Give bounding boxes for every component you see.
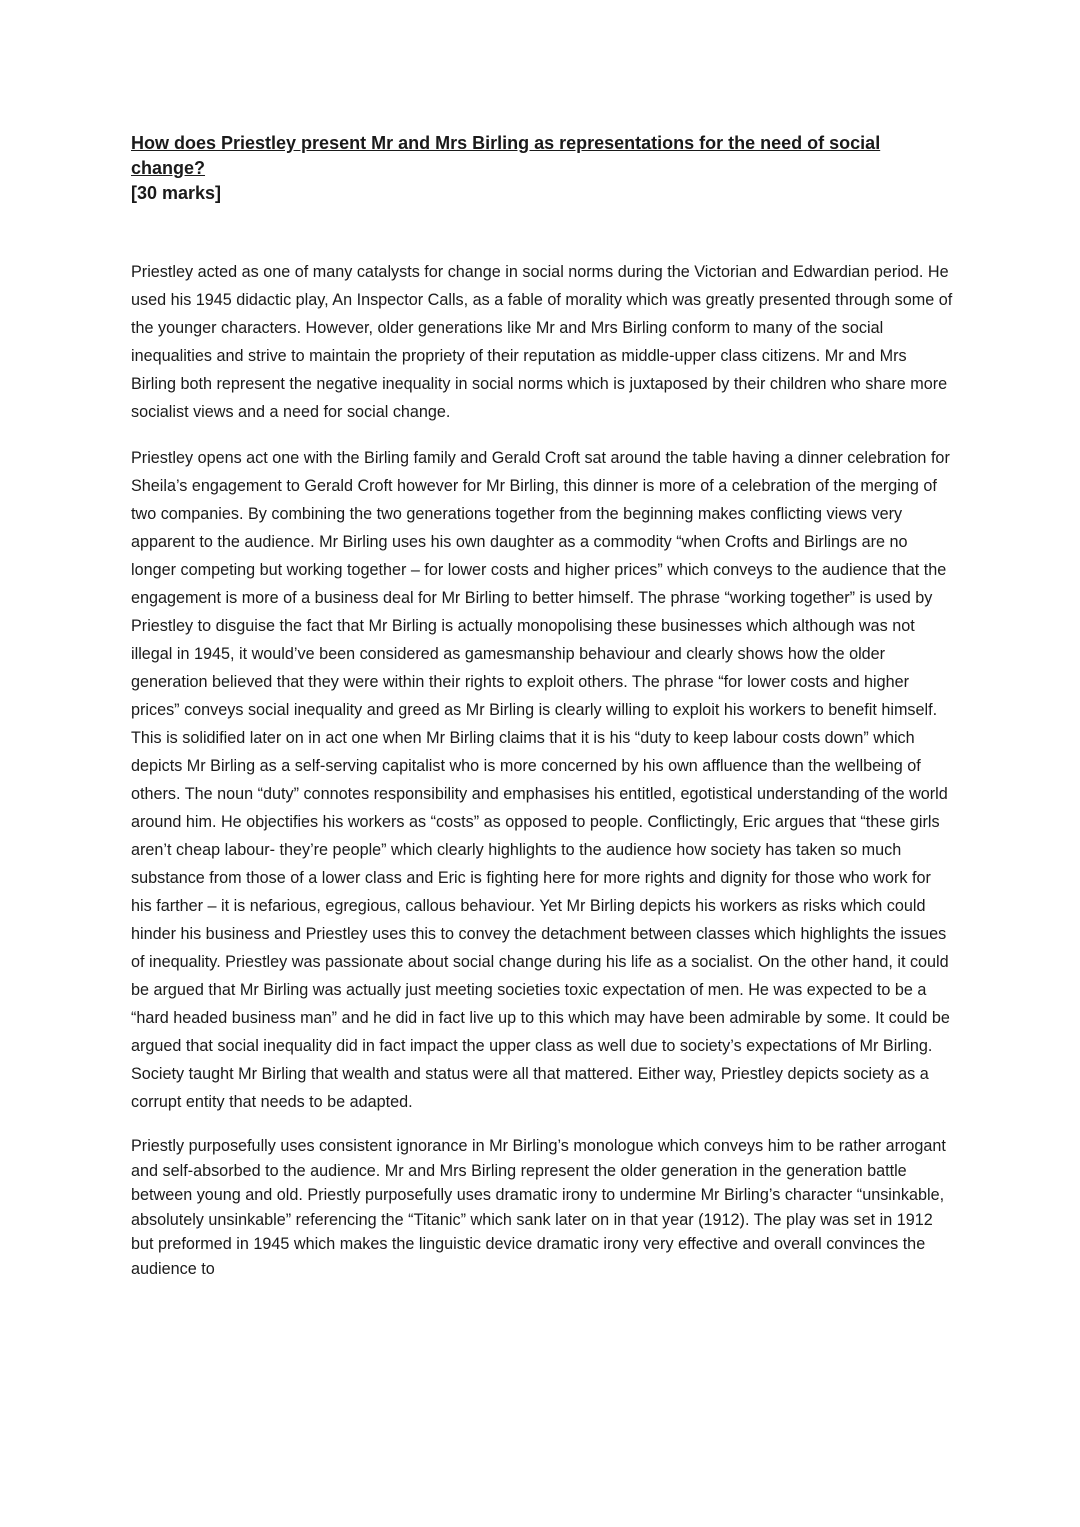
document-page bbox=[131, 131, 953, 1281]
paragraph-act-one-analysis: Priestley opens act one with the Birling family and Gerald Croft sat around the table having a dinner celebration for Sheila’s engagement to Gerald Croft however for Mr Birling, this dinner is more of a celebration of the merging of two companies. By combining the two generations together from the beginning makes conflicting views very apparent to the audience. Mr Birling uses his own daughter as a commodity “when Crofts and Birlings are no longer competing but working together – for lower costs and higher prices” which conveys to the audience that the engagement is more of a business deal for Mr Birling to better himself. The phrase “working together” is used by Priestley to disguise the fact that Mr Birling is actually monopolising these businesses which although was not illegal in 1945, it would’ve been considered as gamesmanship behaviour and clearly shows how the older generation believed that they were within their rights to exploit others. The phrase “for lower costs and higher prices” conveys social inequality and greed as Mr Birling is clearly willing to exploit his workers to benefit himself. This is solidified later on in act one when Mr Birling claims that it is his “duty to keep labour costs down” which depicts Mr Birling as a self-serving capitalist who is more concerned by his own affluence than the wellbeing of others. The noun “duty” connotes responsibility and emphasises his entitled, egotistical understanding of the world around him. He objectifies his workers as “costs” as opposed to people. Conflictingly, Eric argues that “these girls aren’t cheap labour- they’re people” which clearly highlights to the audience how society has taken so much substance from those of a lower class and Eric is fighting here for more rights and dignity for those who work for his farther – it is nefarious, egregious, callous behaviour. Yet Mr Birling depicts his workers as risks which could hinder his business and Priestley uses this to convey the detachment between classes which highlights the issues of inequality. Priestley was passionate about social change during his life as a socialist. On the other hand, it could be argued that Mr Birling was actually just meeting societies toxic expectation of men. He was expected to be a “hard headed business man” and he did in fact live up to this which may have been admirable by some. It could be argued that social inequality did in fact impact the upper class as well due to society’s expectations of Mr Birling. Society taught Mr Birling that wealth and status were all that mattered. Either way, Priestley depicts society as a corrupt entity that needs to be adapted. bbox=[131, 449, 950, 1111]
marks-label: [30 marks] bbox=[131, 183, 222, 203]
essay-title bbox=[131, 131, 953, 181]
essay-title-text: How does Priestley present Mr and Mrs Birling as representations for the need of social change? bbox=[131, 133, 881, 178]
paragraph-dramatic-irony: Priestly purposefully uses consistent ignorance in Mr Birling’s monologue which conveys him to be rather arrogant and self-absorbed to the audience. Mr and Mrs Birling represent the older generation in the generation battle between young and old. Priestly purposefully uses dramatic irony to undermine Mr Birling’s character “unsinkable, absolutely unsinkable” referencing the “Titanic” which sank later on in that year (1912). The play was set in 1912 but preformed in 1945 which makes the linguistic device dramatic irony very effective and overall convinces the audience to bbox=[131, 1137, 946, 1278]
paragraph-introduction: Priestley acted as one of many catalysts for change in social norms during the Victorian and Edwardian period. He used his 1945 didactic play, An Inspector Calls, as a fable of morality which was greatly presented through some of the younger characters. However, older generations like Mr and Mrs Birling conform to many of the social inequalities and strive to maintain the propriety of their reputation as middle-upper class citizens. Mr and Mrs Birling both represent the negative inequality in social norms which is juxtaposed by their children who share more socialist views and a need for social change. bbox=[131, 263, 953, 421]
